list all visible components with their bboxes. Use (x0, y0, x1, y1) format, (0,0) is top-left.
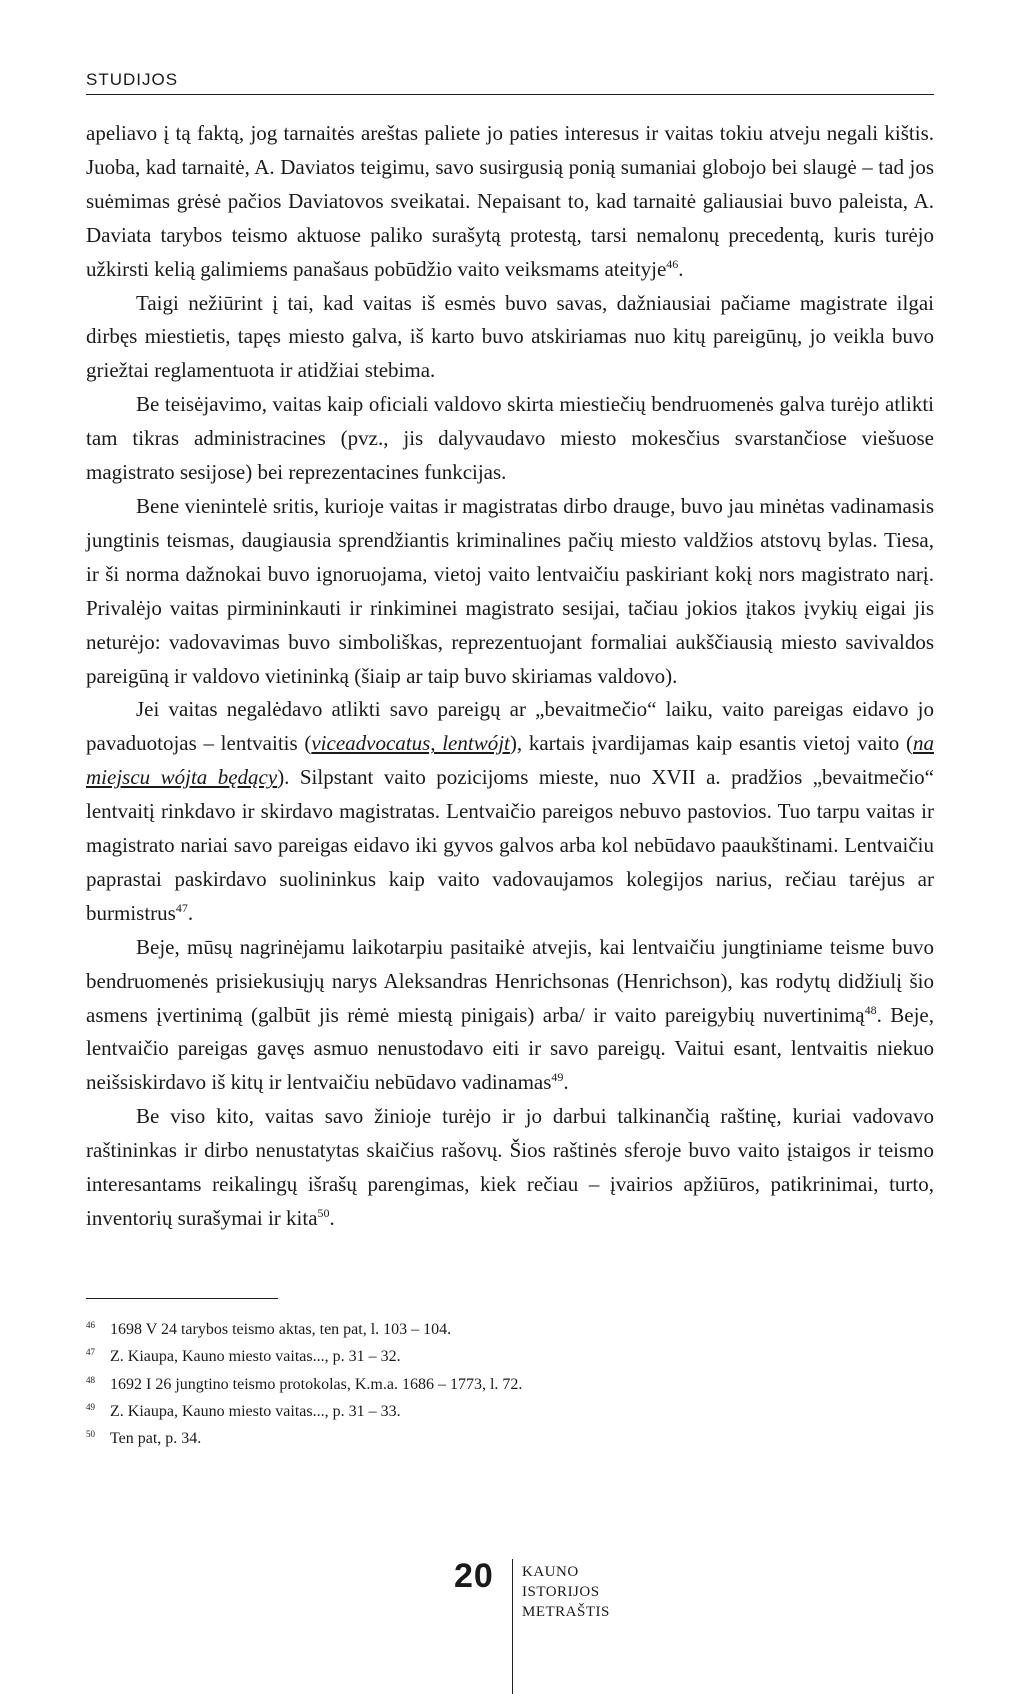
journal-line-3: METRAŠTIS (522, 1604, 610, 1620)
term-viceadvocatus: viceadvocatus, lentwójt (311, 731, 510, 756)
footnote-number: 50 (86, 1429, 95, 1440)
footnote-ref-49: 49 (551, 1070, 564, 1085)
paragraph-6-text-a: Beje, mūsų nagrinėjamu laikotarpiu pasitaikė atvejis, kai lentvaičiu jungtiniame teisme buvo bendruomenės prisiekusiųjų narys Aleksandras Henrichsonas (Henrichson), kas rodytų didžiulį šio asmens įvertinimą (galbūt jis rėmė miestą pinigais) arba/ ir vaito pareigybių nuvertinimą (86, 934, 934, 1027)
paragraph-5-text-b: ), kartais įvardijamas kaip esantis vietoj vaito ( (509, 731, 913, 756)
footnote-text: Ten pat, p. 34. (110, 1430, 202, 1448)
paragraph-4: Bene vienintelė sritis, kurioje vaitas ir magistratas dirbo drauge, buvo jau minėtas vadinamasis jungtinis teismas, daugiausia sprendžiantis kriminalines pačių miesto valdžios atstovų bylas. Tiesa, ir ši norma dažnokai buvo ignoruojama, vietoj vaito lentvaičiu paskiriant kokį nors magistrato narį. Privalėjo vaitas pirmininkauti ir rinkiminei magistrato sesijai, tačiau jokios įtakos įvykių eigai jis neturėjo: vadovavimas buvo simboliškas, reprezentuojant formaliai aukščiausią miesto savivaldos pareigūną ir valdovo vietininką (šiaip ar taip buvo skiriamas valdovo). (86, 493, 934, 688)
header-rule (86, 94, 934, 95)
paragraph-1-end: . (678, 256, 684, 281)
footnotes (86, 1316, 934, 1452)
paragraph-6 (86, 931, 934, 1101)
paragraph-3: Be teisėjavimo, vaitas kaip oficiali valdovo skirta miestiečių bendruomenės galva turėjo atlikti tam tikras administracines (pvz., jis dalyvaudavo miesto mokesčius svarstančiose viešuose magistrato sesijose) bei reprezentacines funkcijas. (86, 392, 934, 485)
journal-title (522, 1562, 610, 1622)
footnote-number: 48 (86, 1374, 95, 1385)
footnote-ref-48: 48 (864, 1002, 877, 1017)
footnote-number: 49 (86, 1401, 95, 1412)
paragraph-5-text-a: Jei vaitas negalėdavo atlikti savo pareigų ar „bevaitmečio“ laiku, vaito pareigas eidavo jo pavaduotojas – lentvaitis ( (86, 697, 934, 756)
term-na-miejscu: na miejscu wójta będący (86, 731, 934, 790)
footnote-number: 46 (86, 1320, 95, 1330)
journal-line-1: KAUNO (522, 1564, 579, 1580)
footnote-50 (86, 1425, 934, 1452)
paragraph-6-text-b: . Beje, lentvaičio pareigas gavęs asmuo nenustodavo eiti ir savo pareigų. Vaitui esant, lentvaitis niekuo neišsiskirdavo iš kitų ir lentvaičiu nebūdavo vadinamas (86, 1002, 934, 1095)
footnote-text: Z. Kiaupa, Kauno miesto vaitas..., p. 31 – 32. (110, 1348, 401, 1366)
paragraph-6-end: . (563, 1070, 569, 1095)
footnote-46 (86, 1316, 934, 1343)
footnote-ref-50: 50 (317, 1206, 330, 1220)
footnote-text: 1698 V 24 tarybos teismo aktas, ten pat, l. 103 – 104. (110, 1321, 452, 1338)
paragraph-7-text: Be viso kito, vaitas savo žinioje turėjo ir jo darbui talkinančią raštinę, kuriai vadovavo raštininkas ir dirbo nenustatytas skaičius rašovų. Šios raštinės sferoje buvo vaito įstaigos ir teismo interesantams reikalingų išrašų parengimas, kiek rečiau – įvairios apžiūros, patikrinimai, turto, inventorių surašymai ir kita (86, 1104, 934, 1230)
footnote-47 (86, 1343, 934, 1370)
footnote-ref-47: 47 (175, 900, 188, 915)
paragraph-5-end: . (187, 900, 194, 925)
footnote-48 (86, 1371, 934, 1398)
footnote-text: 1692 I 26 jungtino teismo protokolas, K.m.a. 1686 – 1773, l. 72. (110, 1375, 523, 1393)
journal-line-2: ISTORIJOS (522, 1584, 600, 1600)
footnote-number: 47 (86, 1347, 95, 1358)
page-number: 20 (454, 1557, 494, 1595)
paragraph-2: Taigi nežiūrint į tai, kad vaitas iš esmės buvo savas, dažniausiai pačiame magistrate ilgai dirbęs miestietis, tapęs miesto galva, iš karto buvo atskiriamas nuo kitų pareigūnų, jo veikla buvo griežtai reglamentuota ir atidžiai stebima. (86, 290, 934, 383)
paragraph-1 (86, 117, 934, 287)
body-text (86, 117, 934, 1236)
footnote-ref-46: 46 (666, 256, 679, 271)
paragraph-1-text: apeliavo į tą faktą, jog tarnaitės areštas paliete jo paties interesus ir vaitas tokiu atveju negali kištis. Juoba, kad tarnaitė, A. Daviatos teigimu, savo susirgusią ponią sumaniai globojo bei slaugė – tad jos suėmimas grėsė pačios Daviatovos sveikatai. Nepaisant to, kad tarnaitė galiausiai buvo paleista, A. Daviata tarybos teismo aktuose paliko surašytą protestą, tarsi nemalonų precedentą, kuris turėjo užkirsti kelią galimiems panašaus pobūdžio vaito veiksmams ateityje (86, 121, 934, 281)
footnote-49 (86, 1398, 934, 1425)
paragraph-5-text-c: ). Silpstant vaito pozicijoms mieste, nuo XVII a. pradžios „bevaitmečio“ lentvaitį rinkdavo ir skirdavo magistratas. Lentvaičio pareigos nebuvo pastovios. Tuo tarpu vaitas ir magistrato nariai savo pareigas eidavo iki gyvos galvos arba kol nebūdavo paaukštinami. Lentvaičiu paprastai paskirdavo suolininkus kaip vaito vadovaujamos kolegijos narius, rečiau tarėjus ar burmistrus (86, 765, 934, 925)
paragraph-7-end: . (329, 1206, 335, 1230)
footnote-rule (86, 1298, 278, 1299)
footnote-text: Z. Kiaupa, Kauno miesto vaitas..., p. 31 – 33. (110, 1402, 401, 1420)
running-header: STUDIJOS (86, 70, 179, 89)
paragraph-7 (86, 1100, 934, 1236)
footer-divider (512, 1559, 513, 1694)
paragraph-5 (86, 693, 934, 930)
